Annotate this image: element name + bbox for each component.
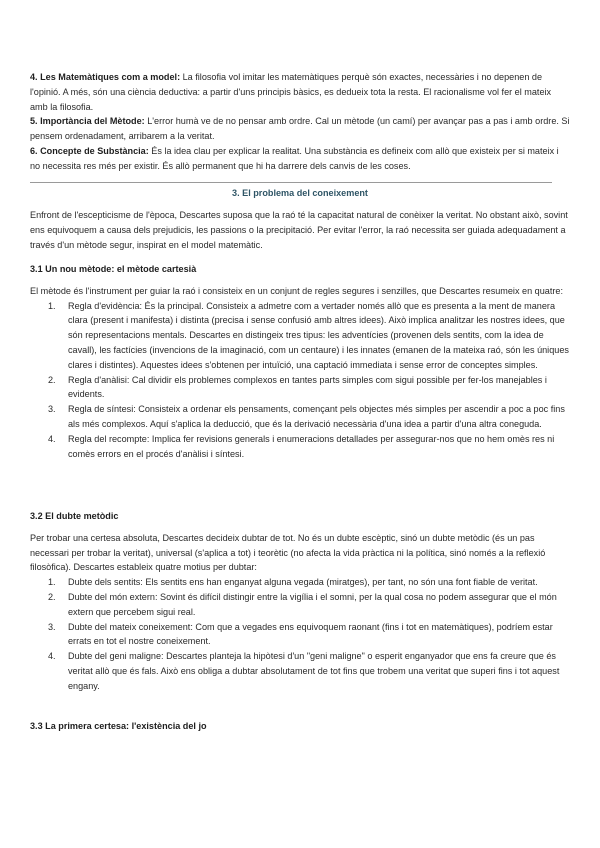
item-text: L'error humà ve de no pensar amb ordre. Cal un mètode (un camí) per avançar pas a pas i amb ordre. Si pensem ordenadament, arribarem a la veritat. [30, 116, 570, 142]
list-item [30, 299, 570, 373]
item-text: La filosofia vol imitar les matemàtiques perquè són exactes, necessàries i no depenen de l'opinió. A més, són una ciència deductiva: a partir d'uns principis bàsics, es dedueix tota la resta. El racionalisme vol fer el mateix amb la filosofia. [30, 72, 552, 112]
subsection-intro: El mètode és l'instrument per guiar la raó i consisteix en un conjunt de regles segures i senzilles, que Descartes resumeix en quatre: [30, 285, 563, 296]
doubts-list [30, 575, 570, 693]
item-text: Dubte del món extern: Sovint és difícil distingir entre la vigília i el somni, per la qual cosa no podem assegurar que el món extern que percebem sigui real. [68, 591, 557, 617]
item-number: 3. [48, 404, 56, 415]
item-text: Regla d'anàlisi: Cal dividir els problemes complexos en tantes parts simples com sigui possible per fer-los manejables i evidents. [68, 374, 547, 400]
section-3-intro [30, 208, 570, 252]
subsection-title: 3.2 El dubte metòdic [30, 511, 119, 521]
list-item [30, 402, 570, 432]
item-substance-concept [30, 144, 570, 174]
subsection-title: 3.1 Un nou mètode: el mètode cartesià [30, 264, 197, 274]
list-item [30, 373, 570, 403]
list-item [30, 432, 570, 462]
subsection-intro: Per trobar una certesa absoluta, Descartes decideix dubtar de tot. No és un dubte escèptic, sinó un dubte metòdic (és un pas necessari per trobar la veritat), universal (s'aplica a tot) i teorètic (no afecta la vida pràctica ni la política, sinó només a la reflexió filosòfica). Descartes estableix quatre motius per dubtar: [30, 532, 546, 573]
list-item [30, 575, 570, 590]
list-item [30, 620, 570, 650]
item-label: 5. Importància del Mètode: [30, 116, 145, 127]
subsection-3-1 [30, 262, 570, 461]
item-mathematics-model [30, 70, 570, 114]
subsection-3-2 [30, 509, 570, 694]
item-text: Regla de síntesi: Consisteix a ordenar els pensaments, començant pels objectes més simples per ascendir a poc a poc fins als més complexos. Aquí s'aplica la deducció, que és la derivació necessària d'una idea a partir d'una altra coneguda. [68, 404, 565, 429]
list-item [30, 590, 570, 620]
item-text: És la idea clau per explicar la realitat. Una substància es defineix com allò que existeix per si mateix i no necessita res més per existir. És allò permanent que hi ha darrere dels canvis de les coses. [30, 145, 559, 171]
item-method-importance [30, 114, 570, 144]
item-text: Regla d'evidència: És la principal. Consisteix a admetre com a vertader només allò que es presenta a la ment de manera clara (present i manifesta) i distinta (precisa i sense confusió amb altres idees). Això implica analitzar les nostres idees, que són representacions mentals. Descartes en distingeix tres tipus: les adventícies (provenen dels sentits, com la idea de cavall), les factícies (invencions de la imaginació, com un centaure) i les innates (emanen de la mateixa raó, són les úniques clares i distintes). Aquestes idees s'obtenen per intuïció, una captació immediata i sense error de conceptes simples. [68, 300, 569, 370]
intro-items [30, 70, 570, 174]
item-text: Dubte dels sentits: Els sentits ens han enganyat alguna vegada (miratges), per tant, no són una font fiable de veritat. [68, 577, 538, 588]
subsection-title: 3.3 La primera certesa: l'existència del jo [30, 721, 207, 731]
list-item [30, 649, 570, 693]
section-title: 3. El problema del coneixement [232, 188, 368, 198]
item-number: 3. [48, 621, 56, 632]
item-text: Dubte del geni maligne: Descartes planteja la hipòtesi d'un "geni maligne" o esperit enganyador que ens fa creure que és veritat allò que és fals. Això ens obliga a dubtar absolutament de tot fins que trobem una veritat que superi fins i tot aquest engany. [68, 651, 560, 691]
subsection-3-3 [30, 719, 570, 734]
rules-list [30, 299, 570, 462]
item-number: 2. [48, 374, 56, 385]
item-text: Dubte del mateix coneixement: Com que a vegades ens equivoquem raonant (fins i tot en matemàtiques), podríem estar errats en tot el nostre coneixement. [68, 621, 553, 647]
item-label: 4. Les Matemàtiques com a model: [30, 72, 181, 82]
item-number: 1. [48, 300, 56, 311]
section-divider [30, 182, 552, 183]
item-label: 6. Concepte de Substància: [30, 145, 149, 156]
item-number: 4. [48, 651, 56, 662]
section-intro-text: Enfront de l'escepticisme de l'època, Descartes suposa que la raó té la capacitat natural de conèixer la veritat. No obstant això, sovint ens equivoquem a causa dels prejudicis, les passions o la precipitació. Per evitar l'error, la raó necessita ser guiada adequadament a través d'un mètode segur, inspirat en el model matemàtic. [30, 210, 568, 250]
item-number: 4. [48, 433, 56, 444]
item-number: 1. [48, 577, 56, 588]
item-text: Regla del recompte: Implica fer revisions generals i enumeracions detallades per assegurar-nos que no hem omès res ni comès errors en el procés d'anàlisi i síntesi. [68, 433, 555, 459]
item-number: 2. [48, 591, 56, 602]
